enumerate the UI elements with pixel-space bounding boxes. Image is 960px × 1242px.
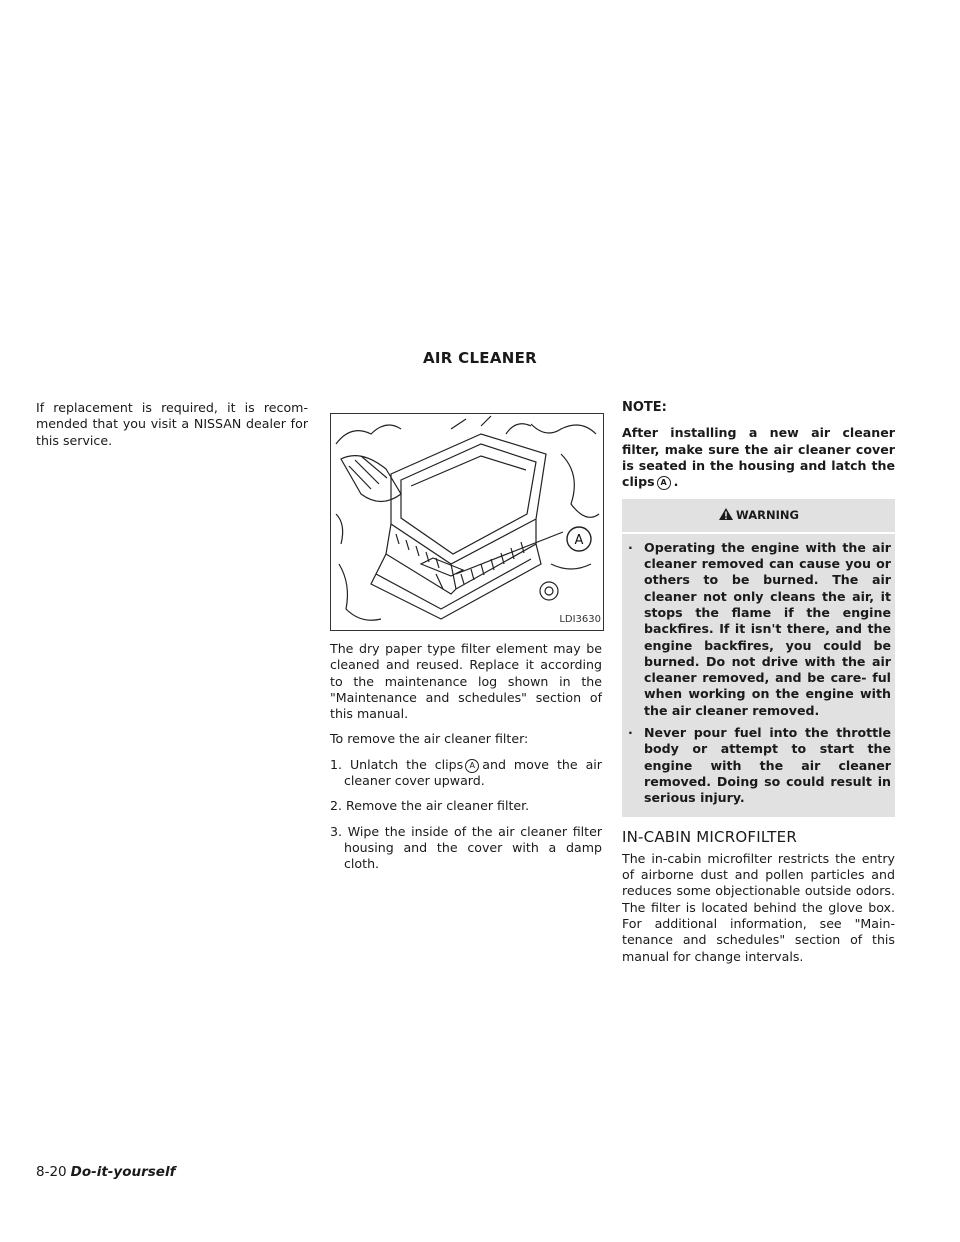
warning-item: · Operating the engine with the air cleaner removed can cause you or others to be burned. The air cleaner not only cleans the air, it stops the flame if the engine backfires. If it isn't there, and the engine backfires, you could be burned. Do not drive with the air cleaner removed, and be care- ful when working on the engine with the air cleaner removed. (628, 539, 891, 718)
warning-triangle-icon (718, 507, 734, 525)
middle-column (330, 413, 602, 882)
figure-code: LDI3630 (559, 613, 601, 625)
callout-a-marker: A (657, 476, 671, 490)
note-heading: NOTE: (622, 400, 667, 415)
warning-box (622, 499, 895, 816)
microfilter-paragraph: The in-cabin microfilter restricts the entry of airborne dust and pollen particles and reduces some objectionable outside odors. The filter is located behind the glove box. For additional information, see "Main- tenance and schedules" section of this manual for change intervals. (622, 850, 895, 964)
section-title: AIR CLEANER (422, 349, 538, 367)
warning-list (622, 540, 895, 807)
chapter-name: Do-it-yourself (70, 1164, 176, 1180)
warning-heading (622, 499, 895, 533)
callout-a-marker: A (465, 759, 479, 773)
step-item: 3. Wipe the inside of the air cleaner filter housing and the cover with a damp cloth. (330, 823, 602, 872)
warning-item: · Never pour fuel into the throttle body or attempt to start the engine with the air cleaner removed. Doing so could result in serious injury. (628, 725, 891, 806)
removal-steps (330, 757, 602, 873)
figure-callout: A (574, 533, 584, 548)
air-cleaner-illustration (331, 414, 603, 630)
remove-intro: To remove the air cleaner filter: (330, 731, 529, 747)
filter-paragraph: The dry paper type filter element may be cleaned and reused. Replace it according to the maintenance log shown in the "Maintenance and schedules" section of this manual. (330, 641, 602, 722)
step-item: 2. Remove the air cleaner filter. (330, 798, 530, 814)
note-text: After installing a new air cleaner filter, make sure the air cleaner cover is seated in the housing and latch the clips A . (622, 425, 895, 490)
left-column (36, 400, 308, 458)
microfilter-heading: IN-CABIN MICROFILTER (622, 827, 797, 846)
step-item: 1. Unlatch the clips A and move the air cleaner cover upward. (330, 756, 602, 789)
page-number: 8-20 (36, 1164, 67, 1180)
warning-title: WARNING (736, 508, 799, 523)
replacement-paragraph: If replacement is required, it is recom- mended that you visit a NISSAN dealer for this service. (36, 400, 308, 448)
page-footer (36, 1164, 175, 1180)
air-cleaner-figure (330, 413, 604, 631)
right-column (622, 400, 895, 974)
